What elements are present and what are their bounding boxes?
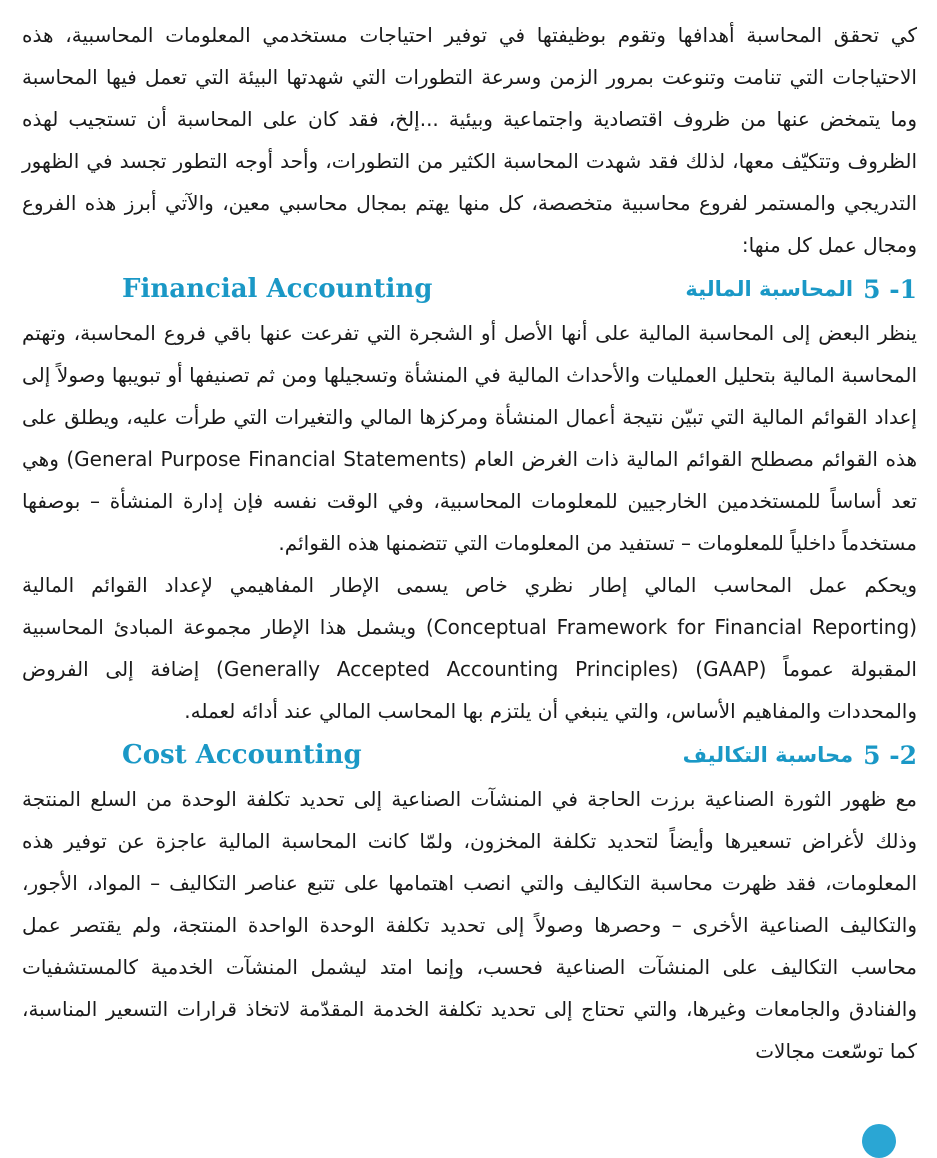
section-1-paragraph-2: ويحكم عمل المحاسب المالي إطار نظري خاص يسمى الإطار المفاهيمي لإعداد القوائم المالية (Conceptual Framework for Financial Reporting) ويشمل هذا الإطار مجموعة المبادئ المحاسبية المقبولة عموماً (GAAP) (Generally Accepted Accounting Principles) إضافة إلى الفروض والمحددات والمفاهيم الأساس، والتي ينبغي أن يلتزم بها المحاسب المالي عند أدائه لعمله.: [22, 573, 917, 723]
section-2-title-ar: محاسبة التكاليف: [682, 743, 854, 767]
section-2-title-en: Cost Accounting: [122, 740, 362, 770]
section-2-heading: [22, 734, 917, 776]
intro-paragraph: كي تحقق المحاسبة أهدافها وتقوم بوظيفتها في توفير احتياجات مستخدمي المعلومات المحاسبية، هذه الاحتياجات التي تنامت وتنوعت بمرور الزمن وسرعة التطورات التي شهدتها البيئة التي تعمل فيها المحاسبة وما يتمخض عنها من ظروف اقتصادية واجتماعية وبيئية ...إلخ، فقد كان على المحاسبة أن تستجيب لهذه الظروف وتتكيّف معها، لذلك فقد شهدت المحاسبة الكثير من التطورات، وأحد أوجه التطور تجسد في الظهور التدريجي والمستمر لفروع محاسبية متخصصة، كل منها يهتم بمجال محاسبي معين، والآتي أبرز هذه الفروع ومجال عمل كل منها:: [22, 23, 917, 257]
section-2-title-ar-group: [683, 741, 917, 770]
section-1-title-en: Financial Accounting: [122, 274, 433, 304]
section-2-number: 5 -2: [863, 740, 917, 770]
section-1-heading: [22, 268, 917, 310]
section-1-paragraph-1: ينظر البعض إلى المحاسبة المالية على أنها الأصل أو الشجرة التي تفرعت عنها باقي فروع المحاسبة، وتهتم المحاسبة المالية بتحليل العمليات والأحداث المالية في المنشأة وتسجيلها ومن ثم تصنيفها أو تبويبها وصولاً إلى إعداد القوائم المالية التي تبيّن نتيجة أعمال المنشأة ومركزها المالي والتغيرات التي طرأت عليه، ويطلق على هذه القوائم مصطلح القوائم المالية ذات الغرض العام (General Purpose Financial Statements) وهي تعد أساساً للمستخدمين الخارجيين للمعلومات المحاسبية، وفي الوقت نفسه فإن إدارة المنشأة – بوصفها مستخدماً داخلياً للمعلومات – تستفيد من المعلومات التي تتضمنها هذه القوائم.: [22, 321, 917, 555]
section-2-paragraph-1: مع ظهور الثورة الصناعية برزت الحاجة في المنشآت الصناعية إلى تحديد تكلفة الوحدة من السلع المنتجة وذلك لأغراض تسعيرها وأيضاً لتحديد تكلفة المخزون، ولمّا كانت المحاسبة المالية عاجزة عن توفير هذه المعلومات، فقد ظهرت محاسبة التكاليف والتي انصب اهتمامها على تتبع عناصر التكاليف – المواد، الأجور، والتكاليف الصناعية الأخرى – وحصرها وصولاً إلى تحديد تكلفة الوحدة الواحدة المنتجة، ولم يقتصر عمل محاسب التكاليف على المنشآت الصناعية فحسب، وإنما امتد ليشمل المنشآت الخدمية كالمستشفيات والفنادق والجامعات وغيرها، والتي تحتاج إلى تحديد تكلفة الخدمة المقدّمة لاتخاذ قرارات التسعير المناسبة، كما توسّعت مجالات: [22, 787, 917, 1063]
section-1-title-ar: المحاسبة المالية: [685, 277, 854, 301]
section-1-title-ar-group: [685, 275, 917, 304]
section-1-number: 5 -1: [863, 274, 917, 304]
page-corner-circle: [862, 1124, 896, 1158]
